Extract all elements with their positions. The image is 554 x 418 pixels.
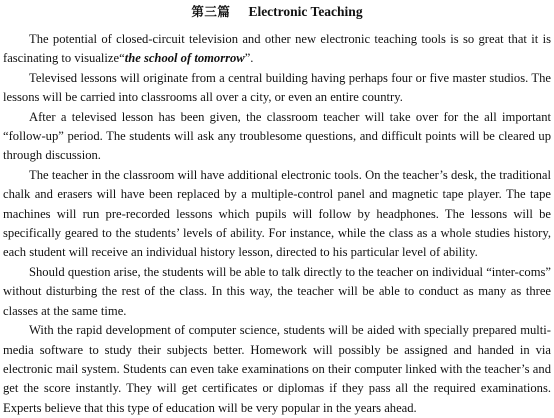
paragraph-1: [3, 30, 551, 69]
emphasized-phrase: the school of tomorrow: [124, 51, 245, 66]
chapter-number: 第三篇: [191, 4, 231, 19]
paragraph-1-text-before: The potential of closed-circuit television and other new electronic teaching tools is so great that it is fascinating to visualize“: [3, 32, 551, 66]
paragraph-4: The teacher in the classroom will have additional electronic tools. On the teacher’s desk, the traditional chalk and erasers will have been replaced by a multiple-control panel and magnetic tape player. The tape machines will run pre-recorded lessons which pupils will follow by headphones. The lessons will be specifically geared to the students’ levels of ability. For instance, while the class as a whole studies history, each student will receive an individual history lesson, directed to his particular level of ability.: [3, 167, 551, 260]
paragraph-1-text-after: ”.: [244, 51, 254, 66]
paragraph-5: Should question arise, the students will be able to talk directly to the teacher on individual “inter-coms” without disturbing the rest of the class. In this way, the teacher will be able to conduct as many as three classes at the same time.: [3, 264, 551, 318]
article-body: [3, 30, 551, 418]
paragraph-3: After a televised lesson has been given, the classroom teacher will take over for the all important “follow-up” period. The students will ask any troublesome questions, and difficult points will be cleared up through discussion.: [3, 109, 551, 163]
paragraph-6: With the rapid development of computer science, students will be aided with specially prepared multi-media software to study their subjects better. Homework will possibly be assigned and handed in via electronic mail system. Students can even take examinations on their computer linked with the teacher’s and get the score instantly. They will get certificates or diplomas if they pass all the required examinations. Experts believe that this type of education will be very popular in the years ahead.: [3, 323, 551, 415]
chapter-heading: [0, 4, 554, 22]
chapter-title: Electronic Teaching: [248, 4, 363, 19]
paragraph-2: Televised lessons will originate from a central building having perhaps four or five master studios. The lessons will be carried into classrooms all over a city, or even an entire country.: [3, 70, 551, 105]
